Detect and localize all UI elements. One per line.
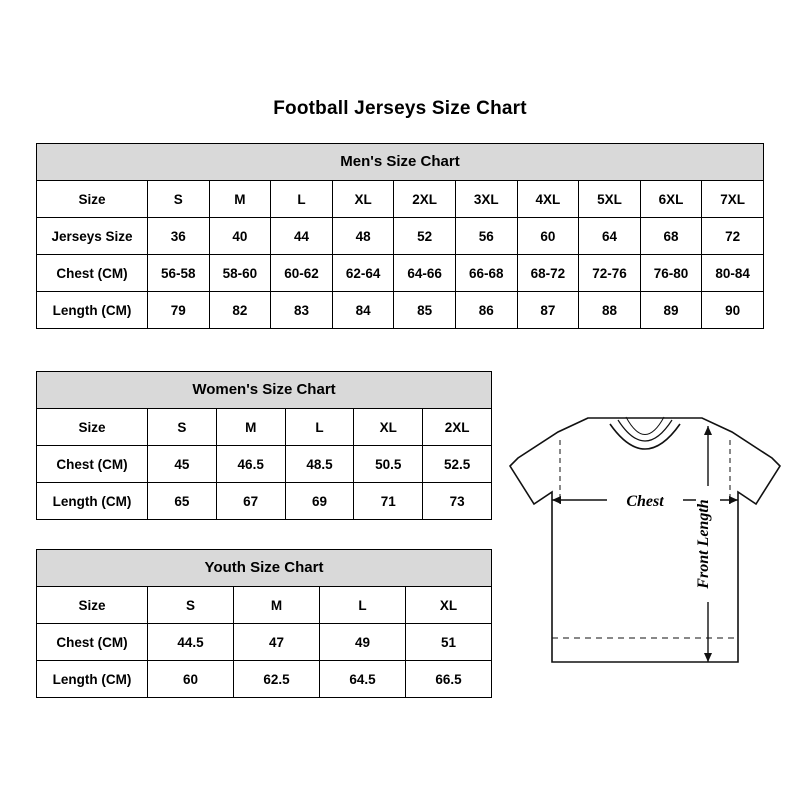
cell: 73 bbox=[423, 483, 492, 520]
cell: 47 bbox=[234, 624, 320, 661]
table-row bbox=[37, 624, 492, 661]
cell: 49 bbox=[320, 624, 406, 661]
cell: 85 bbox=[394, 292, 456, 329]
cell: 2XL bbox=[394, 181, 456, 218]
cell: 50.5 bbox=[354, 446, 423, 483]
cell: 66.5 bbox=[406, 661, 492, 698]
cell: 60 bbox=[517, 218, 579, 255]
length-arrow-top bbox=[704, 426, 712, 435]
cell: 64.5 bbox=[320, 661, 406, 698]
cell: 46.5 bbox=[216, 446, 285, 483]
cell: 62-64 bbox=[332, 255, 394, 292]
cell: L bbox=[271, 181, 333, 218]
row-label: Jerseys Size bbox=[37, 218, 148, 255]
cell: 52.5 bbox=[423, 446, 492, 483]
cell: 68-72 bbox=[517, 255, 579, 292]
row-label: Length (CM) bbox=[37, 661, 148, 698]
shirt-outline bbox=[510, 418, 780, 662]
cell: 89 bbox=[640, 292, 702, 329]
youth-size-chart bbox=[36, 549, 492, 698]
cell: 7XL bbox=[702, 181, 764, 218]
cell: M bbox=[209, 181, 271, 218]
row-label: Chest (CM) bbox=[37, 624, 148, 661]
table-row bbox=[37, 446, 492, 483]
cell: M bbox=[234, 587, 320, 624]
cell: 90 bbox=[702, 292, 764, 329]
cell: 5XL bbox=[579, 181, 641, 218]
cell: L bbox=[285, 409, 354, 446]
cell: 69 bbox=[285, 483, 354, 520]
cell: 62.5 bbox=[234, 661, 320, 698]
cell: M bbox=[216, 409, 285, 446]
cell: 67 bbox=[216, 483, 285, 520]
cell: L bbox=[320, 587, 406, 624]
cell: 66-68 bbox=[455, 255, 517, 292]
mens-size-chart bbox=[36, 143, 764, 329]
cell: XL bbox=[406, 587, 492, 624]
womens-size-table bbox=[36, 371, 492, 520]
cell: 65 bbox=[148, 483, 217, 520]
mens-table-caption: Men's Size Chart bbox=[36, 143, 764, 180]
cell: 44.5 bbox=[148, 624, 234, 661]
cell: 80-84 bbox=[702, 255, 764, 292]
youth-size-table bbox=[36, 549, 492, 698]
table-row bbox=[37, 218, 764, 255]
row-label: Length (CM) bbox=[37, 292, 148, 329]
jersey-measurement-diagram bbox=[500, 400, 790, 700]
table-row bbox=[37, 409, 492, 446]
chest-arrow-right bbox=[729, 496, 738, 504]
chest-label: Chest bbox=[626, 493, 664, 510]
table-row bbox=[37, 292, 764, 329]
cell: 48 bbox=[332, 218, 394, 255]
cell: 56-58 bbox=[148, 255, 210, 292]
table-row bbox=[37, 255, 764, 292]
mens-size-table bbox=[36, 143, 764, 329]
cell: 83 bbox=[271, 292, 333, 329]
cell: 2XL bbox=[423, 409, 492, 446]
front-length-label: Front Length bbox=[695, 499, 712, 589]
cell: 44 bbox=[271, 218, 333, 255]
cell: 71 bbox=[354, 483, 423, 520]
cell: 72 bbox=[702, 218, 764, 255]
cell: 40 bbox=[209, 218, 271, 255]
cell: XL bbox=[332, 181, 394, 218]
table-row bbox=[37, 483, 492, 520]
youth-table-caption: Youth Size Chart bbox=[36, 549, 492, 586]
cell: 45 bbox=[148, 446, 217, 483]
collar-inner-1 bbox=[618, 420, 672, 441]
cell: 6XL bbox=[640, 181, 702, 218]
cell: 60 bbox=[148, 661, 234, 698]
table-row bbox=[37, 661, 492, 698]
row-label: Size bbox=[37, 587, 148, 624]
cell: S bbox=[148, 181, 210, 218]
row-label: Size bbox=[37, 409, 148, 446]
cell: XL bbox=[354, 409, 423, 446]
collar-inner-2 bbox=[626, 417, 664, 435]
table-row bbox=[37, 181, 764, 218]
cell: 76-80 bbox=[640, 255, 702, 292]
cell: 72-76 bbox=[579, 255, 641, 292]
cell: S bbox=[148, 587, 234, 624]
cell: 4XL bbox=[517, 181, 579, 218]
cell: 68 bbox=[640, 218, 702, 255]
row-label: Chest (CM) bbox=[37, 446, 148, 483]
cell: 79 bbox=[148, 292, 210, 329]
collar-outer bbox=[610, 424, 680, 449]
chest-arrow-left bbox=[552, 496, 561, 504]
row-label: Size bbox=[37, 181, 148, 218]
cell: 3XL bbox=[455, 181, 517, 218]
row-label: Chest (CM) bbox=[37, 255, 148, 292]
womens-size-chart bbox=[36, 371, 492, 520]
table-row bbox=[37, 587, 492, 624]
cell: 36 bbox=[148, 218, 210, 255]
cell: 56 bbox=[455, 218, 517, 255]
womens-table-caption: Women's Size Chart bbox=[36, 371, 492, 408]
cell: 82 bbox=[209, 292, 271, 329]
cell: 87 bbox=[517, 292, 579, 329]
cell: 51 bbox=[406, 624, 492, 661]
cell: 60-62 bbox=[271, 255, 333, 292]
cell: S bbox=[148, 409, 217, 446]
page-title: Football Jerseys Size Chart bbox=[273, 98, 527, 119]
sleeve-seam-left-edge bbox=[534, 492, 552, 504]
cell: 84 bbox=[332, 292, 394, 329]
cell: 86 bbox=[455, 292, 517, 329]
cell: 58-60 bbox=[209, 255, 271, 292]
cell: 64-66 bbox=[394, 255, 456, 292]
cell: 48.5 bbox=[285, 446, 354, 483]
cell: 64 bbox=[579, 218, 641, 255]
cell: 52 bbox=[394, 218, 456, 255]
row-label: Length (CM) bbox=[37, 483, 148, 520]
cell: 88 bbox=[579, 292, 641, 329]
length-arrow-bottom bbox=[704, 653, 712, 662]
jersey-svg bbox=[500, 400, 790, 700]
